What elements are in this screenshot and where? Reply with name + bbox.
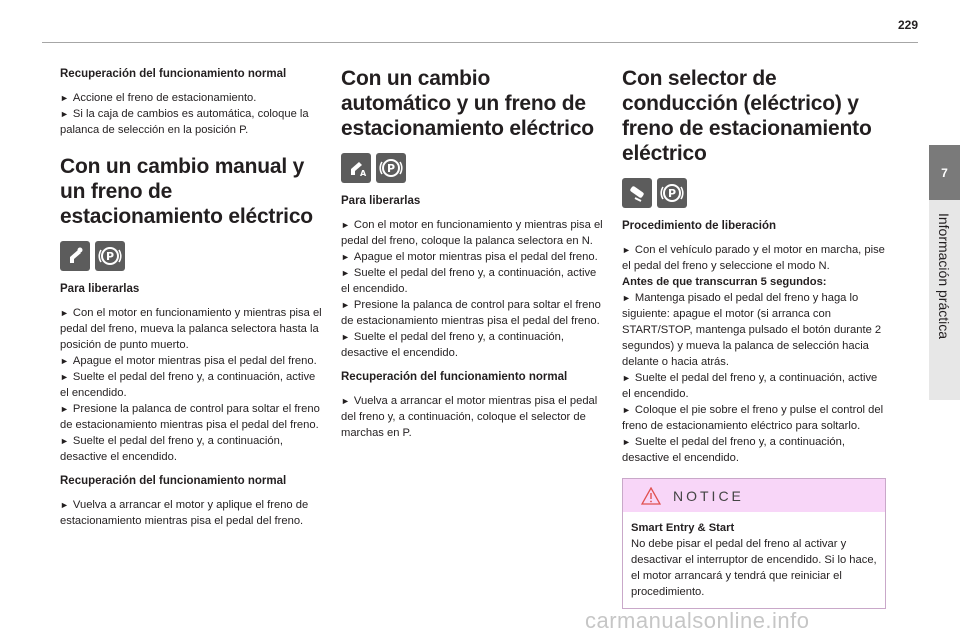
column-3	[622, 66, 887, 609]
chapter-tab[interactable]: 7	[929, 145, 960, 200]
bullet-line: ► Coloque el pie sobre el freno y pulse el control del freno de estacionamiento eléctrico para soltarlo.	[622, 404, 884, 432]
bullet-line: ► Apague el motor mientras pisa el pedal del freno.	[60, 355, 317, 367]
bullet-line: ► Suelte el pedal del freno y, a continuación, active el encendido.	[60, 371, 316, 399]
parking-brake-icon	[657, 178, 687, 208]
subheading: Recuperación del funcionamiento normal	[60, 68, 287, 80]
top-rule	[42, 42, 918, 43]
drive-selector-icon	[622, 178, 652, 208]
notice-text: No debe pisar el pedal del freno al activar y desactivar el interruptor de encendido. Si lo hace, el motor arrancará y tendrá que reiniciar el procedimiento.	[631, 538, 877, 598]
bullet-line: ► Vuelva a arrancar el motor y aplique el freno de estacionamiento mientras pisa el pedal del freno.	[60, 499, 309, 527]
bullet-line: ► Si la caja de cambios es automática, coloque la palanca de selección en la posición P.	[60, 108, 309, 136]
notice-subtitle: Smart Entry & Start	[631, 522, 735, 534]
bullet-line: ► Apague el motor mientras pisa el pedal del freno.	[341, 251, 598, 263]
icon-row	[622, 178, 887, 208]
bullet-line: ► Suelte el pedal del freno y, a continuación, active el encendido.	[341, 267, 597, 295]
page-number: 229	[897, 18, 918, 32]
bullet-line: ► Con el vehículo parado y el motor en marcha, pise el pedal del freno y seleccione el modo N.	[622, 244, 885, 272]
warning-icon	[641, 487, 661, 505]
bullet-line: ► Mantenga pisado el pedal del freno y haga lo siguiente: apague el motor (si arranca con START/STOP, mantenga pulsado el botón durante 2 segundos) y mueva la palanca de selección hacia delante o hacia atrás.	[622, 292, 882, 368]
parking-brake-icon	[95, 241, 125, 271]
bullet-line: ► Suelte el pedal del freno y, a continuación, active el encendido.	[622, 372, 878, 400]
subheading: Para liberarlas	[341, 195, 421, 207]
icon-row	[341, 153, 603, 183]
subheading: Para liberarlas	[60, 283, 140, 295]
svg-text:A: A	[360, 169, 367, 178]
manual-gearbox-icon	[60, 241, 90, 271]
bullet-line: ► Suelte el pedal del freno y, a continuación, desactive el encendido.	[341, 331, 564, 359]
notice-box	[622, 478, 886, 609]
subheading: Recuperación del funcionamiento normal	[341, 371, 568, 383]
subheading: Procedimiento de liberación	[622, 220, 777, 232]
bold-line: Antes de que transcurran 5 segundos:	[622, 276, 827, 288]
bullet-line: ► Con el motor en funcionamiento y mientras pisa el pedal del freno, mueva la palanca selectora hasta la posición de punto muerto.	[60, 307, 322, 351]
icon-row	[60, 241, 322, 271]
svg-text:P: P	[386, 162, 396, 175]
notice-header	[623, 479, 885, 512]
bullet-line: ► Con el motor en funcionamiento y mientras pisa el pedal del freno, coloque la palanca selectora en N.	[341, 219, 603, 247]
notice-title: NOTICE	[673, 487, 744, 504]
svg-text:P: P	[667, 187, 677, 200]
column-1	[60, 66, 322, 529]
bullet-line: ► Suelte el pedal del freno y, a continuación, desactive el encendido.	[622, 436, 845, 464]
section-heading: Con un cambio automático y un freno de estacionamiento eléctrico	[341, 67, 594, 140]
notice-body	[623, 512, 885, 608]
chapter-label: Información práctica	[936, 212, 952, 340]
column-2	[341, 66, 603, 441]
section-heading: Con un cambio manual y un freno de estacionamiento eléctrico	[60, 155, 313, 228]
bullet-line: ► Vuelva a arrancar el motor mientras pisa el pedal del freno y, a continuación, coloque el selector de marchas en P.	[341, 395, 598, 439]
svg-text:P: P	[105, 250, 115, 263]
bullet-line: ► Accione el freno de estacionamiento.	[60, 92, 257, 104]
watermark: carmanualsonline.info	[585, 608, 810, 633]
bullet-line: ► Presione la palanca de control para soltar el freno de estacionamiento mientras pisa el pedal del freno.	[341, 299, 601, 327]
section-heading: Con selector de conducción (eléctrico) y freno de estacionamiento eléctrico	[622, 67, 872, 165]
parking-brake-icon	[376, 153, 406, 183]
subheading: Recuperación del funcionamiento normal	[60, 475, 287, 487]
bullet-line: ► Suelte el pedal del freno y, a continuación, desactive el encendido.	[60, 435, 283, 463]
automatic-gearbox-icon	[341, 153, 371, 183]
bullet-line: ► Presione la palanca de control para soltar el freno de estacionamiento mientras pisa el pedal del freno.	[60, 403, 320, 431]
